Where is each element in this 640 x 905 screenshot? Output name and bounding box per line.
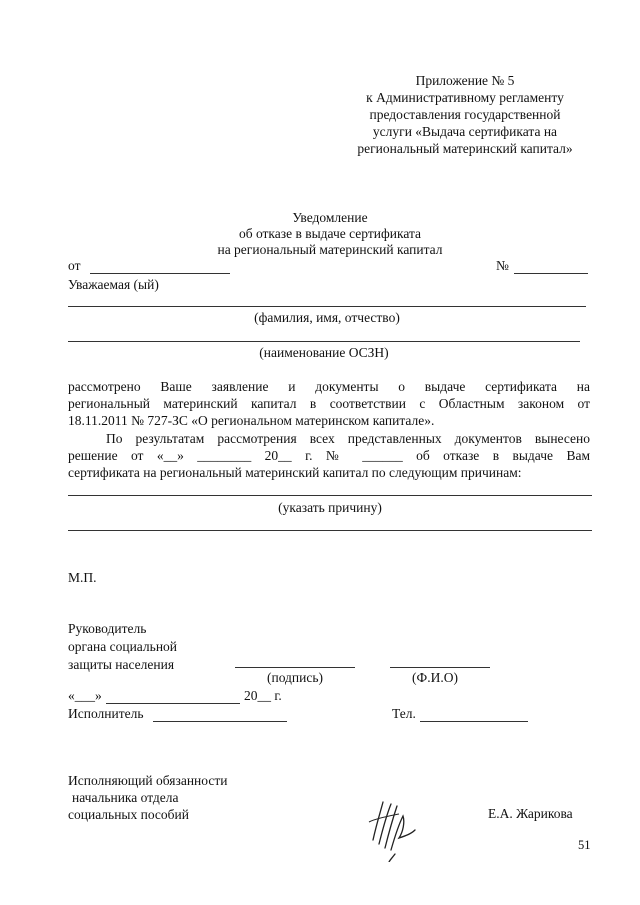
appendix-line: Приложение № 5 bbox=[415, 73, 515, 88]
paragraph-line: сертификата на региональный материнский капитал по следующим причинам: bbox=[68, 465, 522, 480]
acting-line: начальника отдела bbox=[72, 790, 179, 805]
paragraph-line: региональный материнский капитал в соответствии с Областным законом от bbox=[68, 396, 590, 411]
acting-line: Исполняющий обязанности bbox=[68, 773, 228, 788]
reason-blank bbox=[68, 495, 592, 496]
date-blank bbox=[106, 703, 240, 704]
page-number: 51 bbox=[578, 838, 591, 852]
acting-line: социальных пособий bbox=[68, 807, 189, 822]
executor-blank bbox=[153, 721, 287, 722]
date-open: «___» bbox=[68, 688, 102, 703]
head-line: защиты населения bbox=[68, 657, 175, 672]
notice-line: об отказе в выдаче сертификата bbox=[238, 226, 422, 241]
paragraph-line: 18.11.2011 № 727-ЗС «О региональном материнском капитале». bbox=[68, 413, 435, 428]
from-blank bbox=[90, 273, 230, 274]
name-caption: (Ф.И.О) bbox=[412, 670, 458, 685]
executor-label: Исполнитель bbox=[68, 706, 144, 721]
signature-caption: (подпись) bbox=[266, 670, 324, 685]
salutation: Уважаемая (ый) bbox=[68, 277, 159, 292]
acting-name: Е.А. Жарикова bbox=[488, 806, 573, 821]
number-blank bbox=[514, 273, 588, 274]
paragraph-line: решение от «__» ________ 20__ г. № ______ об отказе в выдаче Вам bbox=[68, 448, 590, 463]
oszn-blank bbox=[68, 341, 580, 342]
head-block bbox=[68, 620, 177, 674]
paragraph-line: По результатам рассмотрения всех представленных документов вынесено bbox=[106, 431, 590, 446]
fio-name-blank bbox=[390, 667, 490, 668]
stamp-label: М.П. bbox=[68, 570, 97, 585]
notice-title bbox=[180, 210, 480, 258]
appendix-block bbox=[330, 72, 600, 157]
reason-blank-2 bbox=[68, 530, 592, 531]
appendix-line: к Административному регламенту bbox=[366, 90, 564, 105]
paragraph-2 bbox=[68, 430, 590, 481]
paragraph-1 bbox=[68, 378, 590, 429]
handwritten-signature bbox=[365, 792, 425, 862]
head-line: Руководитель bbox=[68, 621, 147, 636]
notice-line: на региональный материнский капитал bbox=[217, 242, 443, 257]
tel-label: Тел. bbox=[392, 706, 416, 721]
date-year: 20__ г. bbox=[244, 688, 282, 703]
acting-block bbox=[68, 772, 227, 823]
appendix-line: услуги «Выдача сертификата на bbox=[372, 124, 558, 139]
oszn-caption: (наименование ОСЗН) bbox=[259, 345, 389, 360]
appendix-line: предоставления государственной bbox=[369, 107, 561, 122]
appendix-line: региональный материнский капитал» bbox=[357, 141, 573, 156]
tel-blank bbox=[420, 721, 528, 722]
paragraph-line: рассмотрено Ваше заявление и документы о выдаче сертификата на bbox=[68, 379, 590, 394]
reason-caption: (указать причину) bbox=[278, 500, 382, 515]
head-line: органа социальной bbox=[68, 639, 178, 654]
fio-blank bbox=[68, 306, 586, 307]
number-label: № bbox=[496, 258, 509, 273]
fio-caption: (фамилия, имя, отчество) bbox=[254, 310, 400, 325]
signature-blank bbox=[235, 667, 355, 668]
notice-line: Уведомление bbox=[292, 210, 368, 225]
from-label: от bbox=[68, 258, 81, 273]
